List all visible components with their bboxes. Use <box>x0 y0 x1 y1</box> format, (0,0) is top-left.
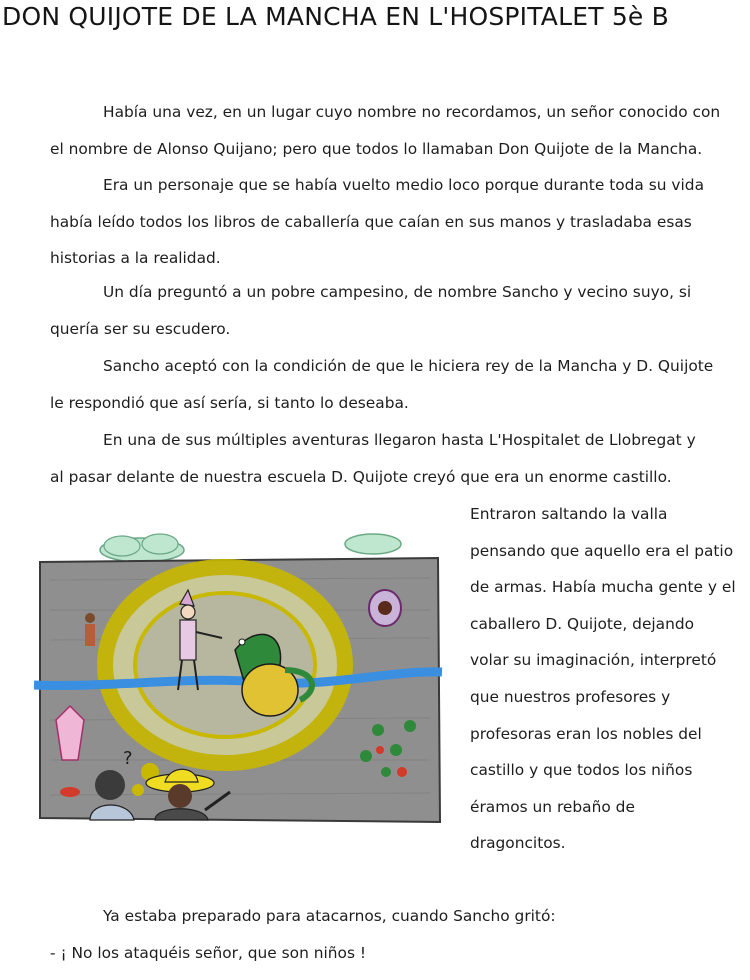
ending-line-1: Ya estaba preparado para atacarnos, cuando Sancho gritó: <box>103 907 556 925</box>
side-line: profesoras eran los nobles del <box>470 724 702 743</box>
paragraph-2-line-1: Era un personaje que se había vuelto medio loco porque durante toda su vida <box>103 176 705 194</box>
side-line: de armas. Había mucha gente y el <box>470 578 736 597</box>
paragraph-1 <box>50 94 750 167</box>
paragraph-2-line-3: historias a la realidad. <box>50 249 221 268</box>
paragraph-1-line-1: Había una vez, en un lugar cuyo nombre no recordamos, un señor conocido con <box>103 103 721 121</box>
side-line: Entraron saltando la valla <box>470 505 668 523</box>
question-mark: ? <box>123 748 133 769</box>
school-illustration <box>30 520 460 835</box>
paragraph-3-line-1: Un día preguntó a un pobre campesino, de nombre Sancho y vecino suyo, si <box>103 283 692 301</box>
side-paragraph <box>470 496 750 862</box>
child-figure <box>85 613 95 646</box>
bush-icon <box>100 534 184 562</box>
side-line: caballero D. Quijote, dejando <box>470 614 695 633</box>
side-line: éramos un rebaño de <box>470 797 635 816</box>
paragraph-2-line-2: había leído todos los libros de caballería que caían en sus manos y trasladaba esas <box>50 212 692 231</box>
paragraph-5 <box>50 422 750 495</box>
paragraph-5-line-2: al pasar delante de nuestra escuela D. Quijote creyó que era un enorme castillo. <box>50 467 672 486</box>
paragraph-4-line-1: Sancho aceptó con la condición de que le hiciera rey de la Mancha y D. Quijote <box>103 357 714 375</box>
paragraph-2 <box>50 167 750 277</box>
paragraph-3 <box>50 274 750 347</box>
paragraph-4-line-2: le respondió que así sería, si tanto lo deseaba. <box>50 393 409 412</box>
side-line: pensando que aquello era el patio <box>470 541 734 560</box>
side-line: dragoncitos. <box>470 834 566 853</box>
paragraph-5-line-1: En una de sus múltiples aventuras llegaron hasta L'Hospitalet de Llobregat y <box>103 431 696 449</box>
side-line: volar su imaginación, interpretó <box>470 651 717 670</box>
paragraph-1-line-2: el nombre de Alonso Quijano; pero que todos lo llamaban Don Quijote de la Mancha. <box>50 139 703 158</box>
side-line: castillo y que todos los niños <box>470 761 693 780</box>
side-line: que nuestros profesores y <box>470 687 671 706</box>
bush-icon <box>345 534 401 554</box>
ending-line-2: - ¡ No los ataquéis señor, que son niños ! <box>50 944 367 962</box>
page-title: DON QUIJOTE DE LA MANCHA EN L'HOSPITALET 5è B <box>2 2 670 31</box>
paragraph-3-line-2: quería ser su escudero. <box>50 319 231 338</box>
window-figure <box>369 590 401 626</box>
paragraph-4 <box>50 348 750 421</box>
